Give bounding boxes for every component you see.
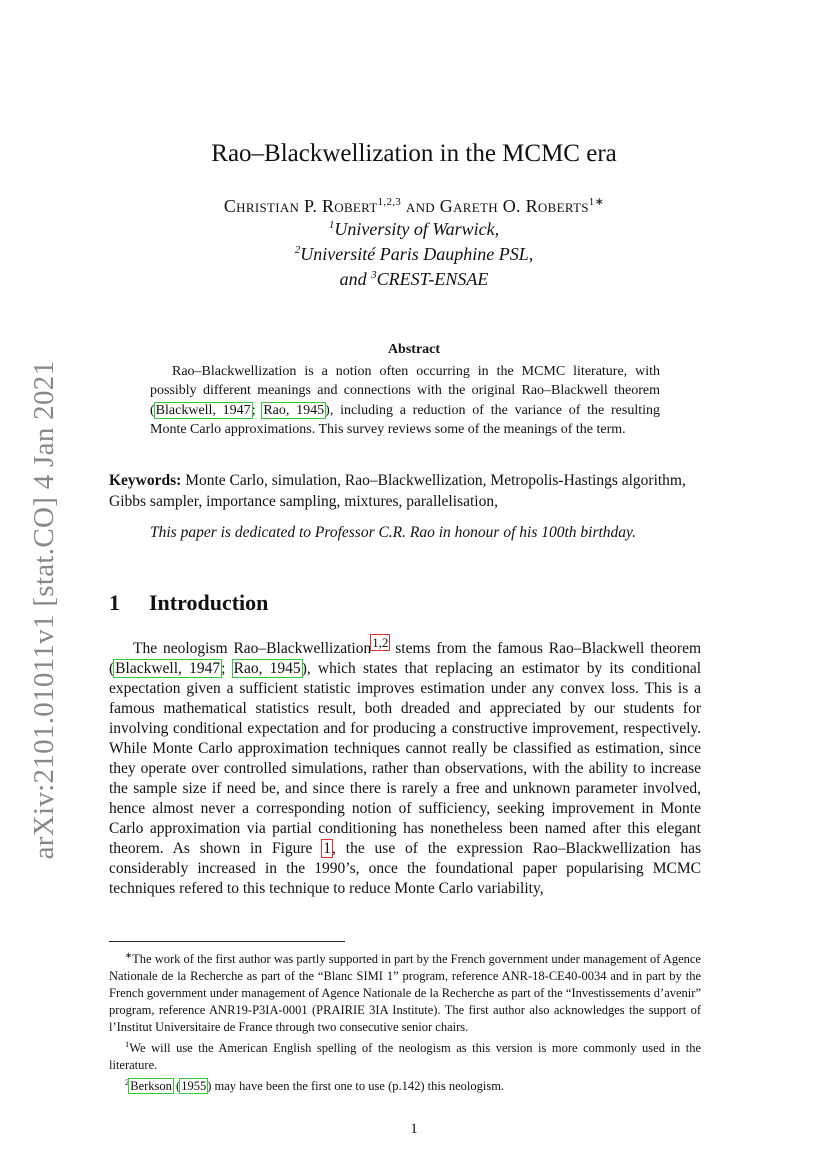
keywords-label: Keywords: <box>109 472 182 489</box>
footnote <box>109 947 701 1036</box>
affiliation <box>0 219 828 240</box>
footnote-rule <box>109 941 345 942</box>
introduction-body <box>109 633 701 899</box>
keywords-block <box>109 470 701 512</box>
footnote-text: The work of the first author was partly supported in part by the French government under management of Agence Nationale de la Recherche as part of the “Blanc SIMI 1” program, reference ANR-18-CE40-0034 and in part by the French government under management of Agence Nationale de la Recherche as part of the “Investissements d’avenir” program, reference ANR19-P3IA-0001 (PRAIRIE 3IA Institute). The first author also acknowledges the support of l’Institut Universitaire de France through two consecutive senior chairs. <box>109 952 701 1035</box>
citation-separator: ; <box>221 660 233 678</box>
page-number: 1 <box>410 1121 418 1137</box>
footnotes <box>109 947 701 1095</box>
citation-link[interactable]: Rao, 1945 <box>233 660 301 678</box>
citation-link[interactable]: Rao, 1945 <box>263 402 325 418</box>
citation-link[interactable]: 1955 <box>181 1079 207 1094</box>
author-affiliation-marks: 1,2,3 <box>377 196 402 208</box>
footnote-text: may have been the first one to use (p.142) this neologism. <box>211 1079 505 1094</box>
footnote-mark: ∗ <box>125 950 133 960</box>
section-title: Introduction <box>149 590 269 615</box>
abstract-text: ), including a reduction of the variance of the resulting Monte Carlo approximations. This survey reviews some of the meanings of the term. <box>150 402 661 437</box>
author-name: Gareth O. Roberts <box>439 196 589 216</box>
body-text: stems from the famous Rao–Blackwell theorem ( <box>109 640 702 678</box>
paper-title: Rao–Blackwellization in the MCMC era <box>211 140 617 167</box>
dedication: This paper is dedicated to Professor C.R. Rao in honour of his 100th birthday. <box>150 524 636 541</box>
affiliation-mark: 3 <box>371 269 377 281</box>
author-list <box>0 195 828 217</box>
affiliation <box>0 244 828 265</box>
abstract-body <box>150 362 660 439</box>
affiliation-mark: 1 <box>328 219 335 231</box>
keywords-text: Monte Carlo, simulation, Rao–Blackwellization, Metropolis-Hastings algorithm, Gibbs sampler, importance sampling, mixtures, parallelisation, <box>109 472 686 510</box>
citation-link[interactable]: Blackwell, 1947 <box>155 402 251 418</box>
citation-link[interactable]: Berkson <box>130 1079 172 1094</box>
body-text: ), which states that replacing an estimator by its conditional expectation given a sufficient statistic improves estimation under any convex loss. This is a famous mathematical statistics result, both dreaded and appreciated by our students for involving conditional expectation and for producing a constructive improvement, respectively. While Monte Carlo approximation techniques cannot really be classified as estimation, since they operate over controlled simulations, rather than observations, with the ability to increase the sample size if need be, and since there is rarely a free and unknown parameter involved, hence almost never a corresponding notion of sufficiency, seeking improvement in Monte Carlo approximation via partial conditioning has nonetheless been named after this elegant theorem. As shown in Figure <box>109 660 702 858</box>
footnote-mark: 1 <box>125 1039 130 1050</box>
footnote <box>109 1036 701 1074</box>
affiliation-mark: 2 <box>294 244 301 256</box>
section-heading <box>109 590 268 616</box>
figure-link[interactable]: 1 <box>323 840 332 858</box>
affiliation-conjunction: and <box>339 269 367 289</box>
section-number: 1 <box>109 590 120 615</box>
author-name: Christian P. Robert <box>223 196 378 216</box>
body-text: , the use of the expression Rao–Blackwellization has considerably increased in the 1990’s, once the foundational paper popularising MCMC techniques refered to this technique to reduce Monte Carlo variability, <box>109 840 701 898</box>
body-text: The neologism Rao–Blackwellization <box>133 640 372 658</box>
footnote: $^2$Berkson (1955) may have been the first one to use (p.142) this neologism. <box>125 1077 505 1094</box>
abstract-heading: Abstract <box>387 342 441 357</box>
footnote-mark: 2 <box>125 1077 130 1088</box>
footnote-link[interactable]: 1,2 <box>372 635 389 650</box>
affiliation-name: CREST-ENSAE <box>376 269 489 289</box>
citation-link[interactable]: Blackwell, 1947 <box>115 660 221 678</box>
footnote-text: We will use the American English spelling of the neologism as this version is more commonly used in the literature. <box>109 1041 701 1073</box>
author-conjunction: and <box>405 196 435 216</box>
affiliation-name: University of Warwick, <box>334 219 500 239</box>
arxiv-identifier-stamp: arXiv:2101.01011v1 [stat.CO] 4 Jan 2021 <box>28 360 60 860</box>
citation-separator: ; <box>251 402 263 418</box>
affiliation <box>0 269 828 290</box>
author-affiliation-marks: 1∗ <box>588 196 605 208</box>
abstract-text: Rao–Blackwellization is a notion often occurring in the MCMC literature, with possibly different meanings and connections with the original Rao–Blackwell theorem ( <box>150 364 660 418</box>
affiliation-name: Université Paris Dauphine PSL, <box>300 244 534 264</box>
